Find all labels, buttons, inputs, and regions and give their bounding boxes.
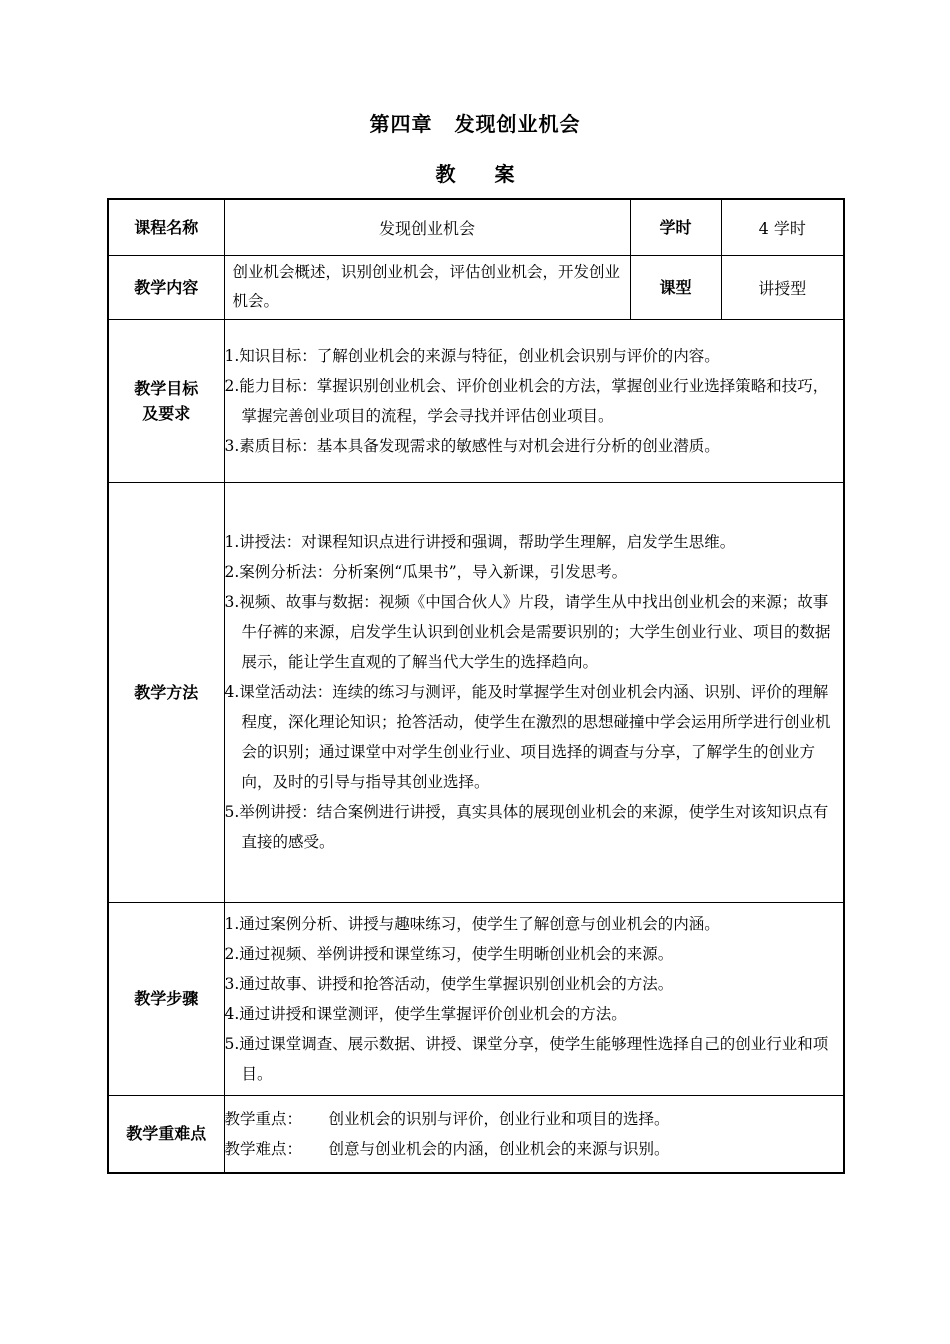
list-item: 4.通过讲授和课堂测评，使学生掌握评价创业机会的方法。 [224,1004,627,1023]
teaching-goals-label [108,319,224,482]
teaching-goals-label-line2: 及要求 [142,403,191,423]
row-teaching-content [108,255,844,319]
list-item: 1.通过案例分析、讲授与趣味练习，使学生了解创意与创业机会的内涵。 [224,914,720,933]
course-name-label: 课程名称 [108,199,224,255]
document-subtitle: 教 案 [435,162,531,186]
teaching-steps-list [225,909,844,1089]
list-item: 2.通过视频、举例讲授和课堂练习，使学生明晰创业机会的来源。 [224,944,674,963]
chapter-title [0,108,950,137]
row-key-points [108,1095,844,1173]
teaching-goals-label-line1: 教学目标 [134,378,199,398]
difficulty-key: 教学难点： [224,1139,303,1158]
hours-value: 4 学时 [721,199,844,255]
row-course-name [108,199,844,255]
difficulty-value: 创意与创业机会的内涵，创业机会的来源与识别。 [328,1139,670,1158]
teaching-steps-label: 教学步骤 [108,902,224,1095]
teaching-content-label: 教学内容 [108,255,224,319]
key-points-label: 教学重难点 [108,1095,224,1173]
teaching-goals-content [224,319,844,482]
lesson-plan-table [107,198,845,1174]
key-point-value: 创业机会的识别与评价，创业行业和项目的选择。 [328,1109,670,1128]
key-point-key: 教学重点： [224,1109,303,1128]
teaching-content-value: 创业机会概述，识别创业机会，评估创业机会，开发创业机会。 [224,255,630,319]
list-item: 4.课堂活动法：连续的练习与测评，能及时掌握学生对创业机会内涵、识别、评价的理解程度，深化理论知识；抢答活动，使学生在激烈的思想碰撞中学会运用所学进行创业机会的识别；通过课堂中对学生创业行业、项目选择的调查与分享，了解学生的创业方向，及时的引导与指导其创业选择。 [224,683,831,791]
list-item: 3.通过故事、讲授和抢答活动，使学生掌握识别创业机会的方法。 [224,974,674,993]
teaching-methods-content [224,482,844,902]
difficulty-row [225,1134,844,1164]
row-teaching-goals [108,319,844,482]
list-item: 2.案例分析法：分析案例“瓜果书”，导入新课，引发思考。 [224,563,628,581]
row-teaching-steps [108,902,844,1095]
list-item: 5.举例讲授：结合案例进行讲授，真实具体的展现创业机会的来源，使学生对该知识点有直接的感受。 [224,803,829,851]
lesson-type-label: 课型 [630,255,721,319]
teaching-methods-label: 教学方法 [108,482,224,902]
list-item: 3.视频、故事与数据：视频《中国合伙人》片段，请学生从中找出创业机会的来源；故事牛仔裤的来源，启发学生认识到创业机会是需要识别的；大学生创业行业、项目的数据展示，能让学生直观的了解当代大学生的选择趋向。 [224,593,831,671]
key-points-content [224,1095,844,1173]
teaching-goals-list [225,341,844,461]
row-teaching-methods [108,482,844,902]
hours-label: 学时 [630,199,721,255]
key-point-row [225,1104,844,1134]
chapter-number: 第四章 [369,112,433,136]
chapter-name: 发现创业机会 [454,112,581,136]
list-item: 5.通过课堂调查、展示数据、讲授、课堂分享，使学生能够理性选择自己的创业行业和项目。 [224,1034,829,1083]
course-name-value: 发现创业机会 [224,199,630,255]
teaching-steps-content [224,902,844,1095]
lesson-type-value: 讲授型 [721,255,844,319]
teaching-methods-list [225,527,844,857]
list-item: 1.知识目标：了解创业机会的来源与特征，创业机会识别与评价的内容。 [224,346,720,365]
list-item: 2.能力目标：掌握识别创业机会、评价创业机会的方法，掌握创业行业选择策略和技巧，掌握完善创业项目的流程，学会寻找并评估创业项目。 [224,376,829,425]
list-item: 1.讲授法：对课程知识点进行讲授和强调，帮助学生理解，启发学生思维。 [224,533,736,551]
list-item: 3.素质目标：基本具备发现需求的敏感性与对机会进行分析的创业潜质。 [224,436,720,455]
